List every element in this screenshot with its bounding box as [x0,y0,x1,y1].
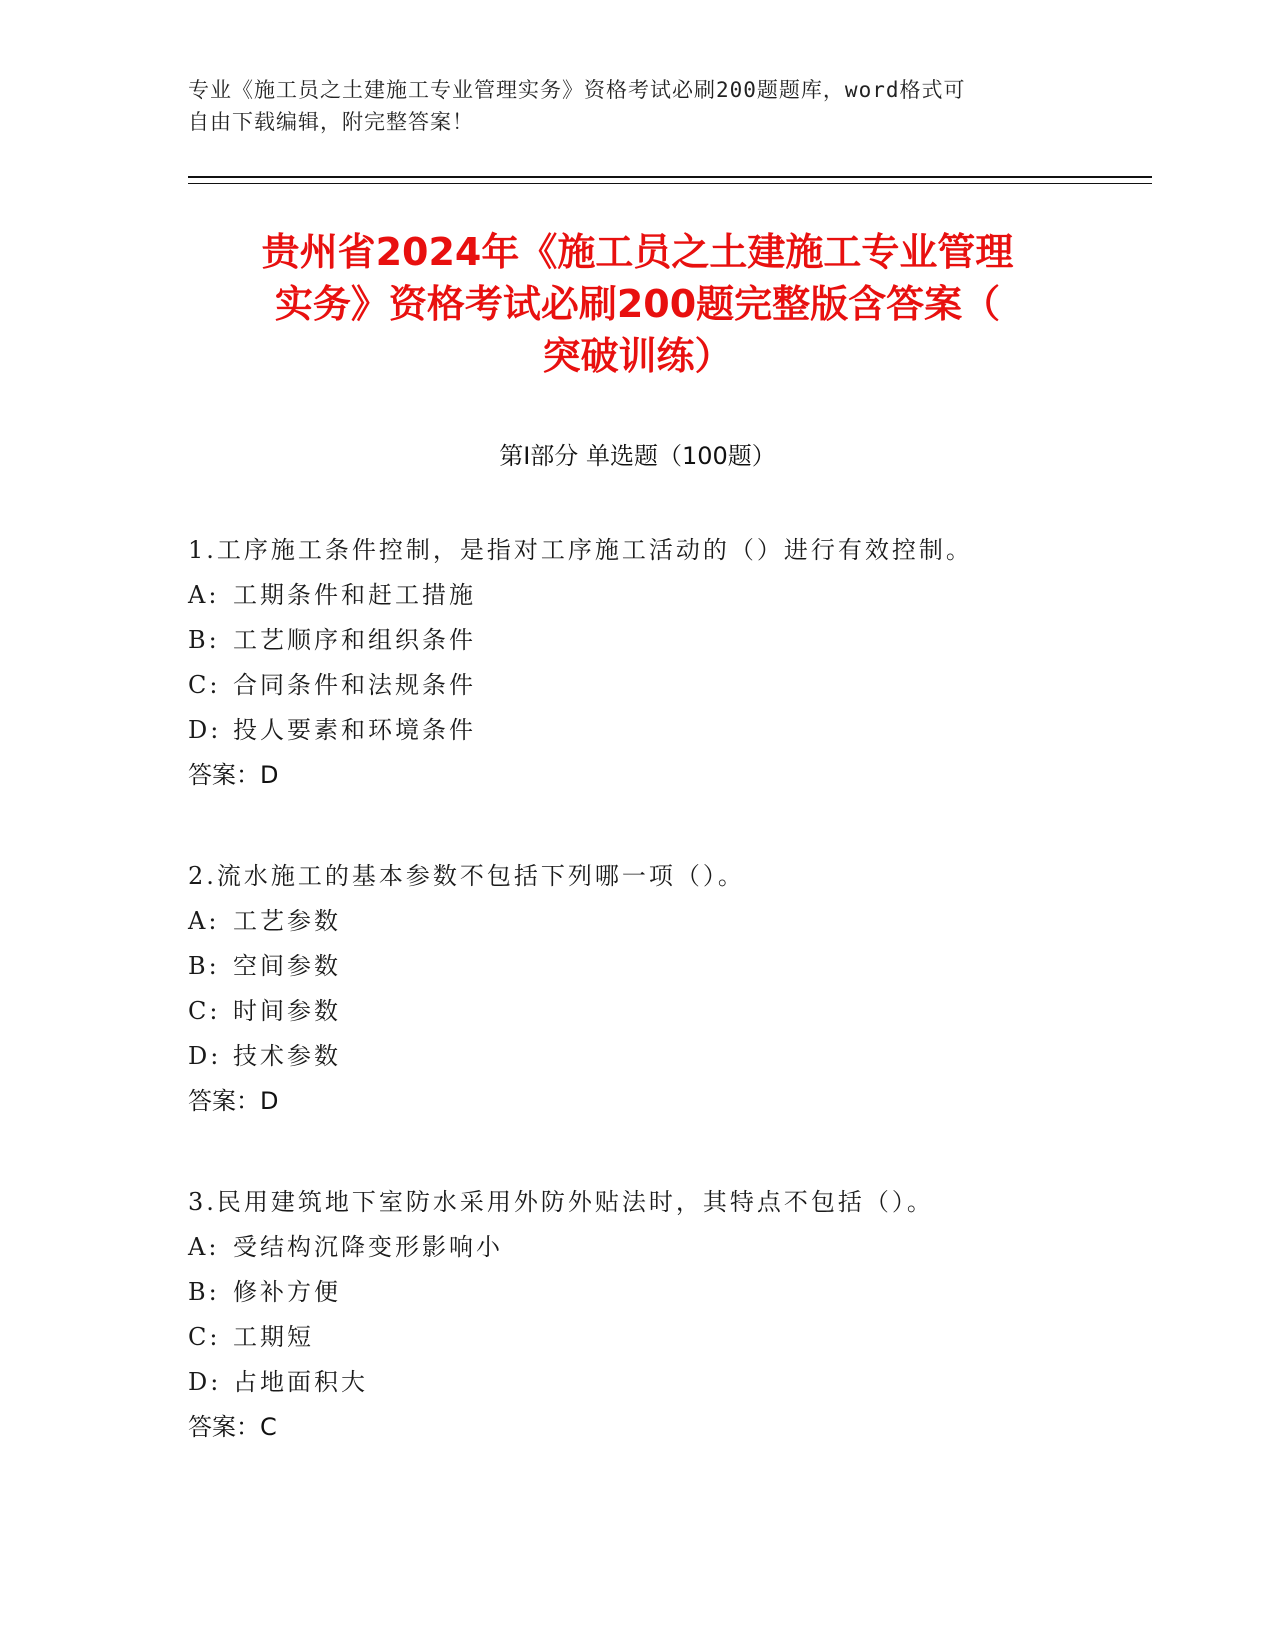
option-label: C: [188,671,221,699]
option-d [188,1360,1148,1405]
option-label: A: [188,581,220,609]
option-c [188,1315,1148,1360]
option-text: 占地面积大 [233,1368,368,1396]
answer-line: 答案：D [188,761,279,789]
header-note [188,74,1068,138]
option-label: C: [188,997,221,1025]
option-label: D: [188,1368,222,1396]
option-text: 工期短 [233,1323,314,1351]
option-text: 技术参数 [233,1042,341,1070]
option-a [188,1225,1148,1270]
option-label: D: [188,716,222,744]
option-text: 工艺参数 [233,907,341,935]
answer-line: 答案：C [188,1413,277,1441]
header-divider-thin [188,183,1152,184]
option-c [188,989,1148,1034]
option-text: 修补方便 [233,1278,341,1306]
option-label: B: [188,626,220,654]
option-text: 空间参数 [233,952,341,980]
option-text: 投人要素和环境条件 [233,716,476,744]
question-stem: 3.民用建筑地下室防水采用外防外贴法时，其特点不包括（）。 [188,1188,934,1216]
option-d [188,1034,1148,1079]
document-title-line-3: 突破训练） [542,334,733,378]
question-item [188,528,1148,798]
option-a [188,899,1148,944]
option-text: 工期条件和赶工措施 [233,581,476,609]
section-title: 第Ⅰ部分 单选题（100题） [499,442,776,470]
document-title-line-1: 贵州省2024年《施工员之土建施工专业管理 [261,230,1014,274]
option-label: B: [188,1278,220,1306]
question-item [188,1180,1148,1450]
header-divider-thick [188,176,1152,178]
option-label: C: [188,1323,221,1351]
option-label: B: [188,952,220,980]
option-label: A: [188,1233,220,1261]
document-title-line-2: 实务》资格考试必刷200题完整版含答案（ [274,282,1001,326]
header-note-line-1: 专业《施工员之土建施工专业管理实务》资格考试必刷200题题库，word格式可 [188,78,966,102]
question-item [188,854,1148,1124]
option-text: 工艺顺序和组织条件 [233,626,476,654]
option-b [188,618,1148,663]
document-title [150,226,1125,382]
question-stem: 2.流水施工的基本参数不包括下列哪一项（）。 [188,862,745,890]
option-text: 合同条件和法规条件 [233,671,476,699]
question-list [188,528,1148,1506]
answer-line: 答案：D [188,1087,279,1115]
option-c [188,663,1148,708]
header-note-line-2: 自由下载编辑，附完整答案！ [188,110,474,134]
option-text: 时间参数 [233,997,341,1025]
option-a [188,573,1148,618]
option-text: 受结构沉降变形影响小 [233,1233,503,1261]
option-label: D: [188,1042,222,1070]
option-label: A: [188,907,220,935]
option-b [188,1270,1148,1315]
question-stem: 1.工序施工条件控制，是指对工序施工活动的（）进行有效控制。 [188,536,973,564]
option-d [188,708,1148,753]
option-b [188,944,1148,989]
